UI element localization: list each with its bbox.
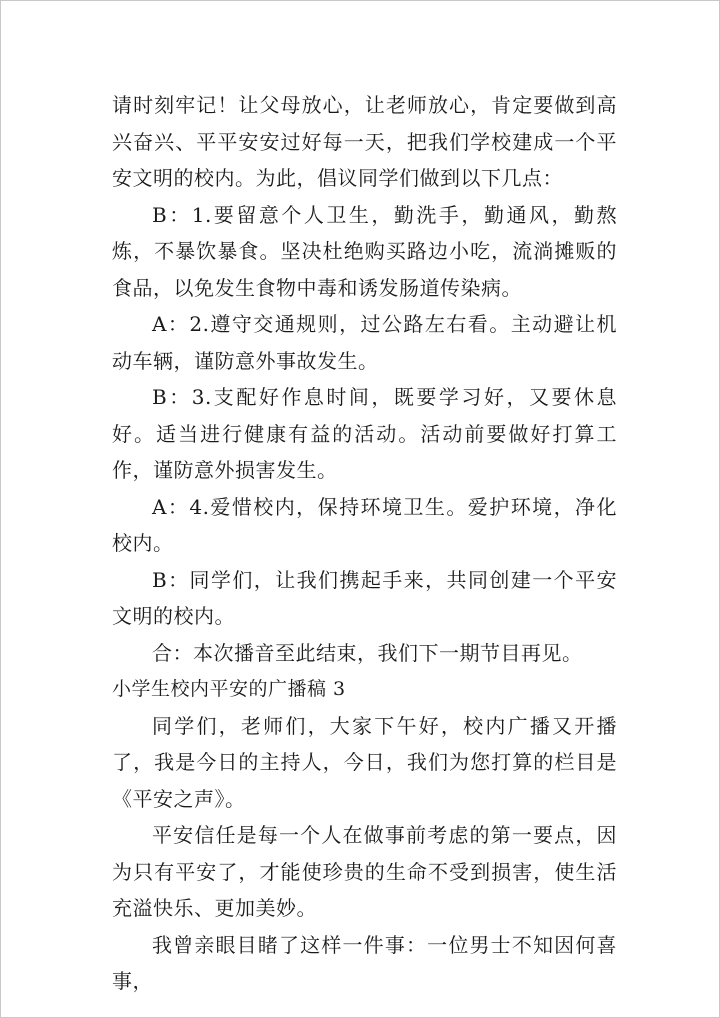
paragraph-call-to-action: B：同学们，让我们携起手来，共同创建一个平安文明的校内。 — [112, 567, 617, 628]
paragraph-anecdote: 我曾亲眼目睹了这样一件事：一位男士不知因何喜事， — [112, 932, 617, 993]
section-heading: 小学生校内平安的广播稿 3 — [112, 678, 346, 700]
paragraph-closing: 合：本次播音至此结束，我们下一期节目再见。 — [152, 640, 583, 665]
paragraph-greeting: 同学们，老师们，大家下午好，校内广播又开播了，我是今日的主持人，今日，我们为您打算的栏目是《平安之声》。 — [112, 713, 617, 811]
paragraph-schedule: B：3.支配好作息时间，既要学习好，又要休息好。适当进行健康有益的活动。活动前要做好打算工作，谨防意外损害发生。 — [112, 385, 617, 482]
document-body — [112, 87, 617, 1000]
paragraph-environment: A：4.爱惜校内，保持环境卫生。爱护环境，净化校内。 — [112, 494, 617, 555]
paragraph-traffic: A：2.遵守交通规则，过公路左右看。主动避让机动车辆，谨防意外事故发生。 — [112, 312, 617, 373]
paragraph-hygiene: B：1.要留意个人卫生，勤洗手，勤通风，勤熬炼，不暴饮暴食。坚决杜绝购买路边小吃，流淌摊贩的食品，以免发生食物中毒和诱发肠道传染病。 — [112, 202, 617, 300]
paragraph-safety-priority: 平安信任是每一个人在做事前考虑的第一要点，因为只有平安了，才能使珍贵的生命不受到损害，使生活充溢快乐、更加美妙。 — [112, 823, 617, 920]
paragraph-intro-continuation: 请时刻牢记！让父母放心，让老师放心，肯定要做到高兴奋兴、平平安安过好每一天，把我们学校建成一个平安文明的校内。为此，倡议同学们做到以下几点： — [112, 93, 617, 190]
